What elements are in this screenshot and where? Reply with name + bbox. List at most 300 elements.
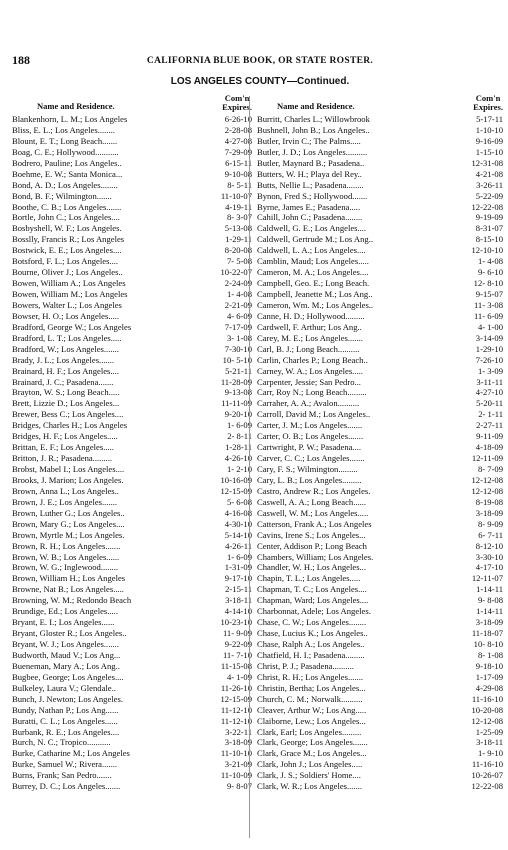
- roster-entry: [257, 344, 503, 355]
- entry-expiry-date: 12-22-08: [471, 781, 503, 792]
- entry-name-residence: Castro, Andrew R.; Los Angeles.: [257, 485, 371, 496]
- entry-name-residence: Bryant, E. I.; Los Angeles......: [12, 617, 115, 628]
- entry-expiry-date: 12-12-08: [471, 485, 503, 496]
- roster-entry: [12, 519, 252, 530]
- roster-entry: [12, 606, 252, 617]
- entry-name-residence: Brobst, Mabel I.; Los Angeles....: [12, 464, 125, 474]
- roster-entry: [12, 781, 252, 792]
- entry-name-residence: Brown, J. E.; Los Angeles.......: [12, 496, 118, 507]
- entry-name-residence: Christ, P. J.; Pasadena..........: [257, 660, 354, 671]
- entry-expiry-date: 7-29-09: [224, 146, 252, 157]
- column-divider: [249, 96, 250, 838]
- entry-expiry-date: 12-15-09: [220, 485, 252, 496]
- running-head: CALIFORNIA BLUE BOOK, OR STATE ROSTER.: [146, 56, 374, 66]
- left-column-header: [12, 94, 252, 114]
- roster-entry: [257, 147, 503, 158]
- roster-entry: [12, 169, 252, 180]
- entry-expiry-date: 11-28-09: [220, 376, 252, 387]
- entry-expiry-date: 10-22-07: [220, 267, 252, 278]
- entry-name-residence: Caldwell, G. E.; Los Angeles....: [257, 223, 367, 234]
- entry-name-residence: Chase, Ralph A.; Los Angeles..: [257, 639, 365, 649]
- entry-name-residence: Bridges, Charles H.; Los Angeles: [12, 420, 128, 431]
- entry-name-residence: Carroll, David M.; Los Angeles..: [257, 409, 371, 420]
- roster-entry: [257, 781, 503, 792]
- entry-expiry-date: 1- 4-08: [226, 289, 252, 299]
- entry-expiry-date: 4-18-09: [475, 442, 503, 453]
- entry-expiry-date: 1- 9-10: [477, 748, 503, 759]
- entry-expiry-date: 5-22-09: [475, 190, 503, 201]
- roster-entry: [12, 595, 252, 606]
- entry-expiry-date: 12-15-09: [220, 693, 252, 704]
- entry-expiry-date: 11-26-10: [220, 682, 252, 693]
- entry-expiry-date: 3-18-09: [475, 507, 503, 518]
- entry-name-residence: Bueneman, Mary A.; Los Ang..: [12, 660, 120, 671]
- entry-expiry-date: 11- 3-08: [473, 299, 503, 310]
- entry-expiry-date: 11-10-07: [220, 190, 252, 201]
- entry-name-residence: Cary, F. S.; Wilmington.........: [257, 464, 358, 474]
- expires-column-heading: [222, 94, 252, 112]
- roster-entry: [257, 420, 503, 431]
- roster-entry: [12, 573, 252, 584]
- roster-entry: [257, 136, 503, 147]
- entry-expiry-date: 1- 3-09: [477, 365, 503, 376]
- entry-name-residence: Bortle, John C.; Los Angeles....: [12, 212, 120, 223]
- entry-name-residence: Bugbee, George; Los Angeles....: [12, 671, 124, 682]
- entry-name-residence: Cahill, John C.; Pasadena........: [257, 212, 363, 223]
- entry-expiry-date: 4- 1-09: [226, 671, 252, 682]
- roster-entry: [12, 398, 252, 409]
- roster-entry: [12, 650, 252, 661]
- roster-entry: [12, 344, 252, 355]
- entry-name-residence: Burns, Frank; San Pedro.......: [12, 770, 112, 781]
- entry-name-residence: Bulkeley, Laura V.; Glendale..: [12, 682, 116, 693]
- roster-entry: [12, 486, 252, 497]
- roster-entry: [257, 759, 503, 770]
- entry-name-residence: Bradford, George W.; Los Angeles: [12, 321, 132, 332]
- roster-entry: [257, 683, 503, 694]
- roster-entry: [12, 212, 252, 223]
- entry-expiry-date: 4-19-11: [225, 201, 252, 212]
- entry-expiry-date: 11-16-10: [471, 693, 503, 704]
- entry-name-residence: Butters, W. H.; Playa del Rey..: [257, 168, 362, 179]
- entry-name-residence: Carlin, Charles P.; Long Beach..: [257, 354, 368, 365]
- roster-entry: [12, 289, 252, 300]
- entry-expiry-date: 10-26-07: [471, 770, 503, 781]
- entry-expiry-date: 2- 1-11: [478, 409, 503, 420]
- entry-expiry-date: 9-11-09: [476, 431, 503, 442]
- entry-expiry-date: 11- 7-10: [222, 649, 252, 660]
- entry-name-residence: Cameron, Wm. M.; Los Angeles..: [257, 299, 374, 310]
- entry-expiry-date: 11-11-09: [221, 398, 252, 409]
- roster-entry: [257, 530, 503, 541]
- entry-expiry-date: 12-31-08: [471, 157, 503, 168]
- entry-name-residence: Cartwright, P. W.; Pasadena....: [257, 442, 362, 453]
- entry-expiry-date: 3- 1-08: [226, 332, 252, 343]
- entry-expiry-date: 11- 6-09: [473, 310, 503, 321]
- entry-name-residence: Cleaver, Arthur W.; Los Ang.....: [257, 704, 367, 715]
- entry-name-residence: Brown, William H.; Los Angeles: [12, 573, 126, 584]
- roster-entry: [257, 486, 503, 497]
- entry-expiry-date: 2-21-09: [224, 299, 252, 310]
- entry-expiry-date: 4-16-08: [224, 507, 252, 518]
- entry-name-residence: Christ, R. H.; Los Angeles.......: [257, 671, 363, 682]
- entry-name-residence: Carl, B. J.; Long Beach..........: [257, 343, 360, 354]
- entry-expiry-date: 5-13-08: [224, 223, 252, 234]
- entry-name-residence: Clark, Grace M.; Los Angeles...: [257, 748, 367, 759]
- entry-expiry-date: 7-30-10: [224, 343, 252, 354]
- entry-expiry-date: 11-12-10: [220, 715, 252, 726]
- entry-name-residence: Bushnell, John B.; Los Angeles..: [257, 124, 370, 135]
- entry-name-residence: Burke, Samuel W.; Rivera.......: [12, 759, 118, 770]
- entry-name-residence: Carraher, A. A.; Avalon..........: [257, 398, 360, 409]
- entry-expiry-date: 3-26-11: [476, 179, 503, 190]
- roster-entry: [12, 267, 252, 278]
- roster-entry: [12, 584, 252, 595]
- roster-entry: [257, 431, 503, 442]
- entry-expiry-date: 9- 8-07: [226, 781, 252, 792]
- roster-entry: [12, 628, 252, 639]
- roster-entry: [257, 650, 503, 661]
- entry-expiry-date: 6- 7-11: [478, 529, 503, 540]
- roster-entry: [257, 180, 503, 191]
- roster-entry: [12, 705, 252, 716]
- entry-name-residence: Burrey, D. C.; Los Angeles.......: [12, 781, 121, 792]
- entry-name-residence: Chase, C. W.; Los Angeles........: [257, 617, 367, 628]
- roster-entry: [12, 322, 252, 333]
- roster-entry: [12, 737, 252, 748]
- entry-expiry-date: 5-14-10: [224, 529, 252, 540]
- entry-expiry-date: 11-18-07: [471, 628, 503, 639]
- entry-expiry-date: 6-26-10: [224, 114, 252, 124]
- roster-entry: [12, 256, 252, 267]
- entry-name-residence: Canne, H. D.; Hollywood.........: [257, 310, 365, 321]
- roster-entry: [12, 234, 252, 245]
- entry-expiry-date: 9-15-07: [475, 289, 503, 299]
- entry-expiry-date: 7-26-10: [475, 354, 503, 365]
- roster-entry: [12, 125, 252, 136]
- roster-entry: [12, 300, 252, 311]
- roster-entry: [12, 355, 252, 366]
- roster-entry: [12, 694, 252, 705]
- entry-expiry-date: 10- 5-10: [222, 354, 252, 365]
- entry-expiry-date: 3-30-10: [475, 551, 503, 562]
- entry-expiry-date: 9- 6-10: [477, 267, 503, 278]
- entry-name-residence: Clark, John J.; Los Angeles.....: [257, 759, 363, 770]
- entry-name-residence: Cary, L. B.; Los Angeles.........: [257, 474, 362, 485]
- entry-expiry-date: 8- 5-11: [227, 179, 252, 190]
- entry-name-residence: Carey, M. E.; Los Angeles.......: [257, 332, 363, 343]
- roster-entry: [257, 398, 503, 409]
- entry-name-residence: Brown, Mary G.; Los Angeles....: [12, 518, 125, 529]
- entry-expiry-date: 11- 9-09: [222, 628, 252, 639]
- roster-entry: [12, 475, 252, 486]
- entry-name-residence: Burch, N. C.; Tropico...........: [12, 737, 111, 748]
- entry-name-residence: Brittan, E. F.; Los Angeles.....: [12, 442, 114, 453]
- entry-name-residence: Brooks, J. Marion; Los Angeles.: [12, 474, 124, 485]
- entry-name-residence: Brown, Anna L.; Los Angeles..: [12, 485, 119, 496]
- entry-expiry-date: 12-12-08: [471, 474, 503, 485]
- entry-name-residence: Clark, W. R.; Los Angeles.......: [257, 781, 363, 792]
- entry-name-residence: Carr, Roy N.; Long Beach.........: [257, 387, 367, 398]
- entry-expiry-date: 10- 8-10: [473, 639, 503, 649]
- entry-expiry-date: 9-10-08: [224, 168, 252, 179]
- entry-name-residence: Clark, George; Los Angeles.......: [257, 737, 368, 748]
- entry-name-residence: Carter, J. M.; Los Angeles.......: [257, 420, 363, 431]
- entry-expiry-date: 3-14-09: [475, 332, 503, 343]
- entry-expiry-date: 12-10-10: [471, 245, 503, 256]
- entry-expiry-date: 11-10-10: [220, 748, 252, 759]
- entry-expiry-date: 5-20-11: [476, 398, 503, 409]
- roster-entry: [257, 409, 503, 420]
- entry-name-residence: Charbonnat, Adele; Los Angeles.: [257, 606, 371, 617]
- roster-entry: [257, 442, 503, 453]
- roster-entry: [257, 737, 503, 748]
- roster-entry: [12, 639, 252, 650]
- entry-name-residence: Brown, Myrtle M.; Los Angeles.: [12, 529, 125, 540]
- entry-expiry-date: 11-10-09: [220, 770, 252, 781]
- entry-expiry-date: 4-29-08: [475, 682, 503, 693]
- roster-entry: [257, 212, 503, 223]
- page-number: 188: [12, 53, 30, 67]
- roster-entry: [257, 125, 503, 136]
- entry-name-residence: Burritt, Charles L.; Willowbrook: [257, 114, 370, 124]
- entry-name-residence: Clark, J. S.; Soldiers' Home....: [257, 770, 361, 781]
- entry-expiry-date: 1-10-10: [475, 124, 503, 135]
- entry-name-residence: Brundige, Ed.; Los Angeles.....: [12, 606, 118, 617]
- roster-entry: [12, 311, 252, 322]
- entry-expiry-date: 4-30-10: [224, 518, 252, 529]
- roster-entry: [257, 278, 503, 289]
- entry-name-residence: Bliss, E. L.; Los Angeles........: [12, 124, 115, 135]
- entry-expiry-date: 9- 8-08: [477, 595, 503, 606]
- roster-entry: [257, 617, 503, 628]
- entry-name-residence: Bodrero, Pauline; Los Angeles..: [12, 157, 122, 168]
- entry-name-residence: Carter, O. B.; Los Angeles.......: [257, 431, 364, 442]
- entry-name-residence: Brett, Lizzie D.; Los Angeles...: [12, 398, 120, 409]
- entry-expiry-date: 1-15-10: [475, 146, 503, 157]
- entry-name-residence: Bosslly, Francis R.; Los Angeles: [12, 234, 125, 245]
- roster-entry: [257, 377, 503, 388]
- entry-expiry-date: 10-23-10: [220, 617, 252, 628]
- entry-name-residence: Carpenter, Jessie; San Pedro...: [257, 376, 361, 387]
- entry-name-residence: Chapin, T. L.; Los Angeles.....: [257, 573, 361, 584]
- entry-name-residence: Butts, Nellie L.; Pasadena........: [257, 179, 364, 190]
- entry-expiry-date: 3-18-11: [225, 595, 252, 606]
- entry-expiry-date: 4- 6-09: [226, 310, 252, 321]
- roster-entry: [257, 453, 503, 464]
- entry-expiry-date: 1- 4-08: [477, 256, 503, 267]
- entry-name-residence: Browne, Nat B.; Los Angeles.....: [12, 584, 124, 595]
- roster-entry: [257, 366, 503, 377]
- roster-entry: [257, 716, 503, 727]
- entry-name-residence: Brown, Luther G.; Los Angeles..: [12, 507, 125, 518]
- entry-expiry-date: 7- 5-08: [226, 256, 252, 267]
- entry-expiry-date: 8-12-10: [475, 540, 503, 551]
- entry-name-residence: Church, C. M.; Norwalk..........: [257, 693, 363, 704]
- entry-name-residence: Blount, E. T.; Long Beach.......: [12, 135, 118, 146]
- roster-entry: [12, 158, 252, 169]
- roster-entry: [12, 202, 252, 213]
- roster-entry: [12, 727, 252, 738]
- roster-entry: [12, 409, 252, 420]
- entry-expiry-date: 1- 6-09: [226, 551, 252, 562]
- entry-expiry-date: 3-22-11: [225, 726, 252, 737]
- entry-name-residence: Camblin, Maud; Los Angeles.....: [257, 256, 369, 267]
- entry-name-residence: Bowser, H. O.; Los Angeles.....: [12, 310, 120, 321]
- roster-entry: [12, 377, 252, 388]
- entry-name-residence: Byrne, James E.; Pasadena.....: [257, 201, 361, 212]
- entry-name-residence: Carver, C. C.; Los Angeles.......: [257, 453, 365, 464]
- entry-name-residence: Caldwell, L. A.; Los Angeles....: [257, 245, 366, 256]
- entry-expiry-date: 8-15-10: [475, 234, 503, 245]
- entry-expiry-date: 12-11-09: [471, 453, 503, 464]
- roster-entry: [12, 442, 252, 453]
- entry-name-residence: Bowers, Walter L.; Los Angeles: [12, 299, 122, 310]
- entry-name-residence: Bowen, William M.; Los Angeles: [12, 289, 128, 299]
- roster-entry: [257, 748, 503, 759]
- roster-entry: [12, 114, 252, 125]
- entry-expiry-date: 9-13-08: [224, 387, 252, 398]
- entry-expiry-date: 1-14-11: [476, 584, 503, 595]
- entry-expiry-date: 8- 3-07: [226, 212, 252, 223]
- entry-expiry-date: 1-14-11: [476, 606, 503, 617]
- entry-expiry-date: 3-11-11: [476, 376, 503, 387]
- roster-entry: [257, 628, 503, 639]
- roster-entry: [257, 267, 503, 278]
- entry-name-residence: Bunch, J. Newton; Los Angeles.: [12, 693, 123, 704]
- entry-expiry-date: 8- 9-09: [477, 518, 503, 529]
- entry-name-residence: Brayton, W. S.; Long Beach.....: [12, 387, 120, 398]
- roster-entry: [257, 694, 503, 705]
- entry-expiry-date: 1-31-09: [224, 562, 252, 573]
- entry-expiry-date: 5- 6-08: [226, 496, 252, 507]
- entry-expiry-date: 3-21-09: [224, 759, 252, 770]
- entry-expiry-date: 2- 8-11: [227, 431, 252, 442]
- roster-entry: [257, 114, 503, 125]
- entry-expiry-date: 8-19-08: [475, 496, 503, 507]
- roster-entry: [257, 584, 503, 595]
- entry-expiry-date: 3-18-09: [224, 737, 252, 748]
- entry-expiry-date: 1-28-11: [225, 442, 252, 453]
- entry-expiry-date: 1-29-11: [225, 234, 252, 245]
- entry-expiry-date: 1-25-09: [475, 726, 503, 737]
- entry-name-residence: Center, Addison P.; Long Beach: [257, 540, 367, 551]
- entry-expiry-date: 2-28-08: [224, 124, 252, 135]
- entry-expiry-date: 9-18-10: [475, 660, 503, 671]
- expires-heading-line2: Expires.: [473, 102, 503, 112]
- roster-entry: [257, 333, 503, 344]
- roster-entry: [12, 770, 252, 781]
- entry-name-residence: Brainard, J. C.; Pasadena.......: [12, 376, 114, 387]
- roster-entry: [12, 672, 252, 683]
- entry-expiry-date: 1-29-10: [475, 343, 503, 354]
- entry-expiry-date: 9-16-09: [475, 135, 503, 146]
- entry-expiry-date: 12-11-07: [471, 573, 503, 584]
- entry-name-residence: Bond, A. D.; Los Angeles........: [12, 179, 118, 190]
- entry-expiry-date: 8- 7-09: [477, 464, 503, 474]
- entry-name-residence: Butler, J. D.; Los Angeles..........: [257, 146, 368, 157]
- roster-entry: [257, 158, 503, 169]
- roster-entry: [12, 278, 252, 289]
- entry-name-residence: Chase, Lucius K.; Los Angeles..: [257, 628, 368, 639]
- roster-entry: [12, 508, 252, 519]
- roster-entry: [12, 464, 252, 475]
- roster-entry: [257, 661, 503, 672]
- entry-expiry-date: 4-26-10: [224, 453, 252, 464]
- entry-expiry-date: 4-26-11: [225, 540, 252, 551]
- roster-entry: [12, 223, 252, 234]
- entry-name-residence: Brewer, Bess C.; Los Angeles....: [12, 409, 124, 420]
- entry-name-residence: Chapman, Ward; Los Angeles....: [257, 595, 369, 606]
- entry-expiry-date: 10-16-09: [220, 474, 252, 485]
- entry-name-residence: Cameron, M. A.; Los Angeles....: [257, 267, 369, 278]
- entry-expiry-date: 4-27-10: [475, 387, 503, 398]
- roster-entry: [12, 661, 252, 672]
- expires-heading-line1: Com'n: [475, 93, 501, 103]
- roster-entry: [12, 617, 252, 628]
- roster-entry: [12, 759, 252, 770]
- entry-name-residence: Burbank, R. E.; Los Angeles....: [12, 726, 120, 737]
- entry-expiry-date: 8-20-08: [224, 245, 252, 256]
- roster-entry: [12, 147, 252, 158]
- roster-entry: [257, 256, 503, 267]
- roster-entry: [12, 431, 252, 442]
- roster-entry: [12, 387, 252, 398]
- roster-entry: [257, 300, 503, 311]
- entry-name-residence: Burke, Catharine M.; Los Angeles: [12, 748, 130, 759]
- entry-expiry-date: 6-15-11: [225, 157, 252, 168]
- right-column-header: [257, 94, 503, 114]
- roster-entry: [12, 366, 252, 377]
- entry-name-residence: Bynon, Fred S.; Hollywood.......: [257, 190, 368, 201]
- roster-entry: [12, 191, 252, 202]
- roster-entry: [12, 333, 252, 344]
- entry-name-residence: Boothe, C. B.; Los Angeles.......: [12, 201, 122, 212]
- entry-expiry-date: 1- 6-09: [226, 420, 252, 431]
- expires-column-heading: [473, 94, 503, 112]
- roster-entry: [12, 136, 252, 147]
- roster-entry: [257, 562, 503, 573]
- roster-entry: [12, 552, 252, 563]
- roster-entry: [257, 508, 503, 519]
- entry-expiry-date: 5-21-11: [225, 365, 252, 376]
- entry-name-residence: Bourne, Oliver J.; Los Angeles..: [12, 267, 123, 278]
- entry-name-residence: Clark, Earl; Los Angeles.........: [257, 726, 362, 737]
- roster-entry: [12, 453, 252, 464]
- roster-entry: [257, 245, 503, 256]
- roster-entry: [257, 497, 503, 508]
- roster-entry: [12, 420, 252, 431]
- entry-expiry-date: 9-22-09: [224, 639, 252, 649]
- roster-entry: [257, 519, 503, 530]
- right-column: [257, 94, 503, 792]
- entry-name-residence: Bryant, W. J.; Los Angeles.......: [12, 639, 119, 649]
- roster-entry: [257, 573, 503, 584]
- entry-expiry-date: 9-19-09: [475, 212, 503, 223]
- entry-name-residence: Chapman, T. C.; Los Angeles....: [257, 584, 367, 595]
- entry-name-residence: Blankenhorn, L. M.; Los Angeles: [12, 114, 128, 124]
- entry-name-residence: Campbell, Jeanette M.; Los Ang..: [257, 289, 373, 299]
- roster-entry: [257, 322, 503, 333]
- entry-expiry-date: 4-27-08: [224, 135, 252, 146]
- entry-name-residence: Butler, Maynard B.; Pasadena..: [257, 157, 365, 168]
- name-column-heading: Name and Residence.: [277, 101, 355, 111]
- entry-expiry-date: 12-12-08: [471, 715, 503, 726]
- entry-name-residence: Christin, Bertha; Los Angeles...: [257, 682, 366, 693]
- roster-entry: [12, 748, 252, 759]
- entry-name-residence: Butler, Irvin C.; The Palms.....: [257, 135, 361, 146]
- entry-expiry-date: 4-17-10: [475, 562, 503, 573]
